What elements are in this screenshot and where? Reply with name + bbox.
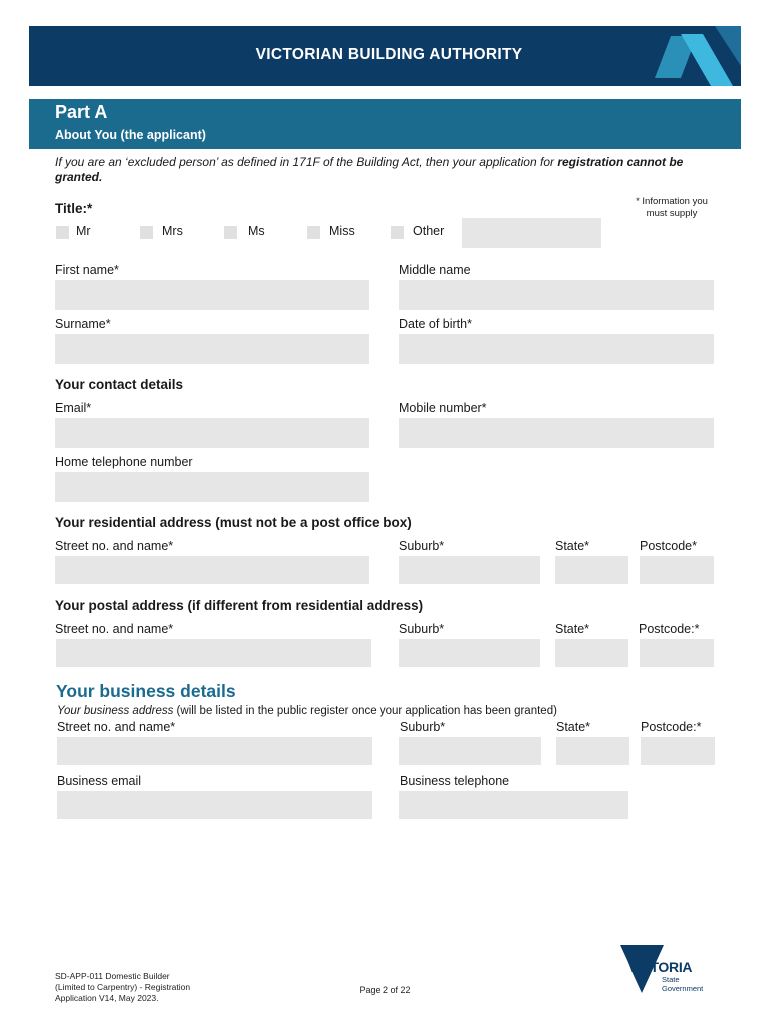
biz-suburb-label: Suburb* <box>400 720 446 734</box>
dob-input[interactable] <box>399 334 714 364</box>
middle-name-label: Middle name <box>399 263 471 277</box>
business-heading: Your business details <box>56 681 236 701</box>
dob-label: Date of birth* <box>399 317 472 331</box>
checkbox-mr[interactable] <box>56 226 69 239</box>
page-number: Page 2 of 22 <box>359 985 411 995</box>
checkbox-miss[interactable] <box>307 226 320 239</box>
res-state-input[interactable] <box>555 556 628 584</box>
business-address-note <box>57 705 557 717</box>
header-title: VICTORIAN BUILDING AUTHORITY <box>255 46 523 63</box>
email-input[interactable] <box>55 418 369 448</box>
res-suburb-input[interactable] <box>399 556 540 584</box>
biz-postcode-input[interactable] <box>641 737 715 765</box>
biz-postcode-label: Postcode:* <box>641 720 702 734</box>
biz-email-label: Business email <box>57 774 142 788</box>
res-postcode-label: Postcode* <box>640 539 697 553</box>
biz-email-input[interactable] <box>57 791 372 819</box>
option-ms-label: Ms <box>248 224 265 238</box>
middle-name-input[interactable] <box>399 280 714 310</box>
victoria-government-logo <box>618 943 718 998</box>
postal-postcode-label: Postcode:* <box>639 622 700 636</box>
biz-street-input[interactable] <box>57 737 372 765</box>
checkbox-mrs[interactable] <box>140 226 153 239</box>
postal-street-input[interactable] <box>56 639 371 667</box>
biz-telephone-input[interactable] <box>399 791 628 819</box>
part-a-title: Part A <box>55 102 108 122</box>
note-text: If you are an ‘excluded person’ as defined in 171F of the Building Act, then your application for <box>55 155 558 169</box>
res-postcode-input[interactable] <box>640 556 714 584</box>
home-phone-label: Home telephone number <box>55 455 193 469</box>
residential-heading: Your residential address (must not be a post office box) <box>55 515 412 530</box>
logo-sub-state: State <box>662 975 680 984</box>
biz-state-label: State* <box>556 720 591 734</box>
checkbox-ms[interactable] <box>224 226 237 239</box>
surname-input[interactable] <box>55 334 369 364</box>
res-street-input[interactable] <box>55 556 369 584</box>
res-state-label: State* <box>555 539 590 553</box>
business-address-note-italic: Your business address <box>57 705 174 717</box>
doc-ref-line-1: SD-APP-011 Domestic Builder <box>55 971 170 981</box>
postal-street-label: Street no. and name* <box>55 622 174 636</box>
doc-ref-line-3: Application V14, May 2023. <box>55 993 159 1003</box>
victoria-wordmark: VICTORIA <box>628 959 693 975</box>
biz-telephone-label: Business telephone <box>400 774 510 788</box>
first-name-label: First name* <box>55 263 119 277</box>
biz-state-input[interactable] <box>556 737 629 765</box>
excluded-person-note <box>55 155 715 185</box>
biz-suburb-input[interactable] <box>399 737 541 765</box>
header-banner <box>29 26 741 86</box>
mobile-label: Mobile number* <box>399 401 487 415</box>
other-title-input[interactable] <box>462 218 601 248</box>
checkbox-other[interactable] <box>391 226 404 239</box>
vba-logo-icon <box>641 26 741 86</box>
first-name-input[interactable] <box>55 280 369 310</box>
email-label: Email* <box>55 401 92 415</box>
business-address-note-rest: (will be listed in the public register once your application has been granted) <box>173 705 557 717</box>
postal-heading: Your postal address (if different from residential address) <box>55 598 424 613</box>
option-other-label: Other <box>413 224 445 238</box>
option-miss-label: Miss <box>329 224 355 238</box>
state-government-text <box>662 975 703 993</box>
contact-heading: Your contact details <box>55 377 184 392</box>
title-label: Title:* <box>55 201 93 216</box>
document-reference <box>55 971 235 1004</box>
biz-street-label: Street no. and name* <box>57 720 176 734</box>
postal-state-input[interactable] <box>555 639 628 667</box>
res-street-label: Street no. and name* <box>55 539 174 553</box>
mobile-input[interactable] <box>399 418 714 448</box>
part-a-subtitle: About You (the applicant) <box>55 128 206 142</box>
doc-ref-line-2: (Limited to Carpentry) - Registration <box>55 982 191 992</box>
postal-postcode-input[interactable] <box>640 639 714 667</box>
option-mr-label: Mr <box>76 224 91 238</box>
postal-suburb-input[interactable] <box>399 639 540 667</box>
logo-sub-government: Government <box>662 984 704 993</box>
option-mrs-label: Mrs <box>162 224 183 238</box>
postal-state-label: State* <box>555 622 590 636</box>
home-phone-input[interactable] <box>55 472 369 502</box>
surname-label: Surname* <box>55 317 111 331</box>
postal-suburb-label: Suburb* <box>399 622 445 636</box>
note-bold: registration cannot be granted. <box>55 155 684 184</box>
res-suburb-label: Suburb* <box>399 539 445 553</box>
required-info-note: * Information you must supply <box>636 196 708 219</box>
